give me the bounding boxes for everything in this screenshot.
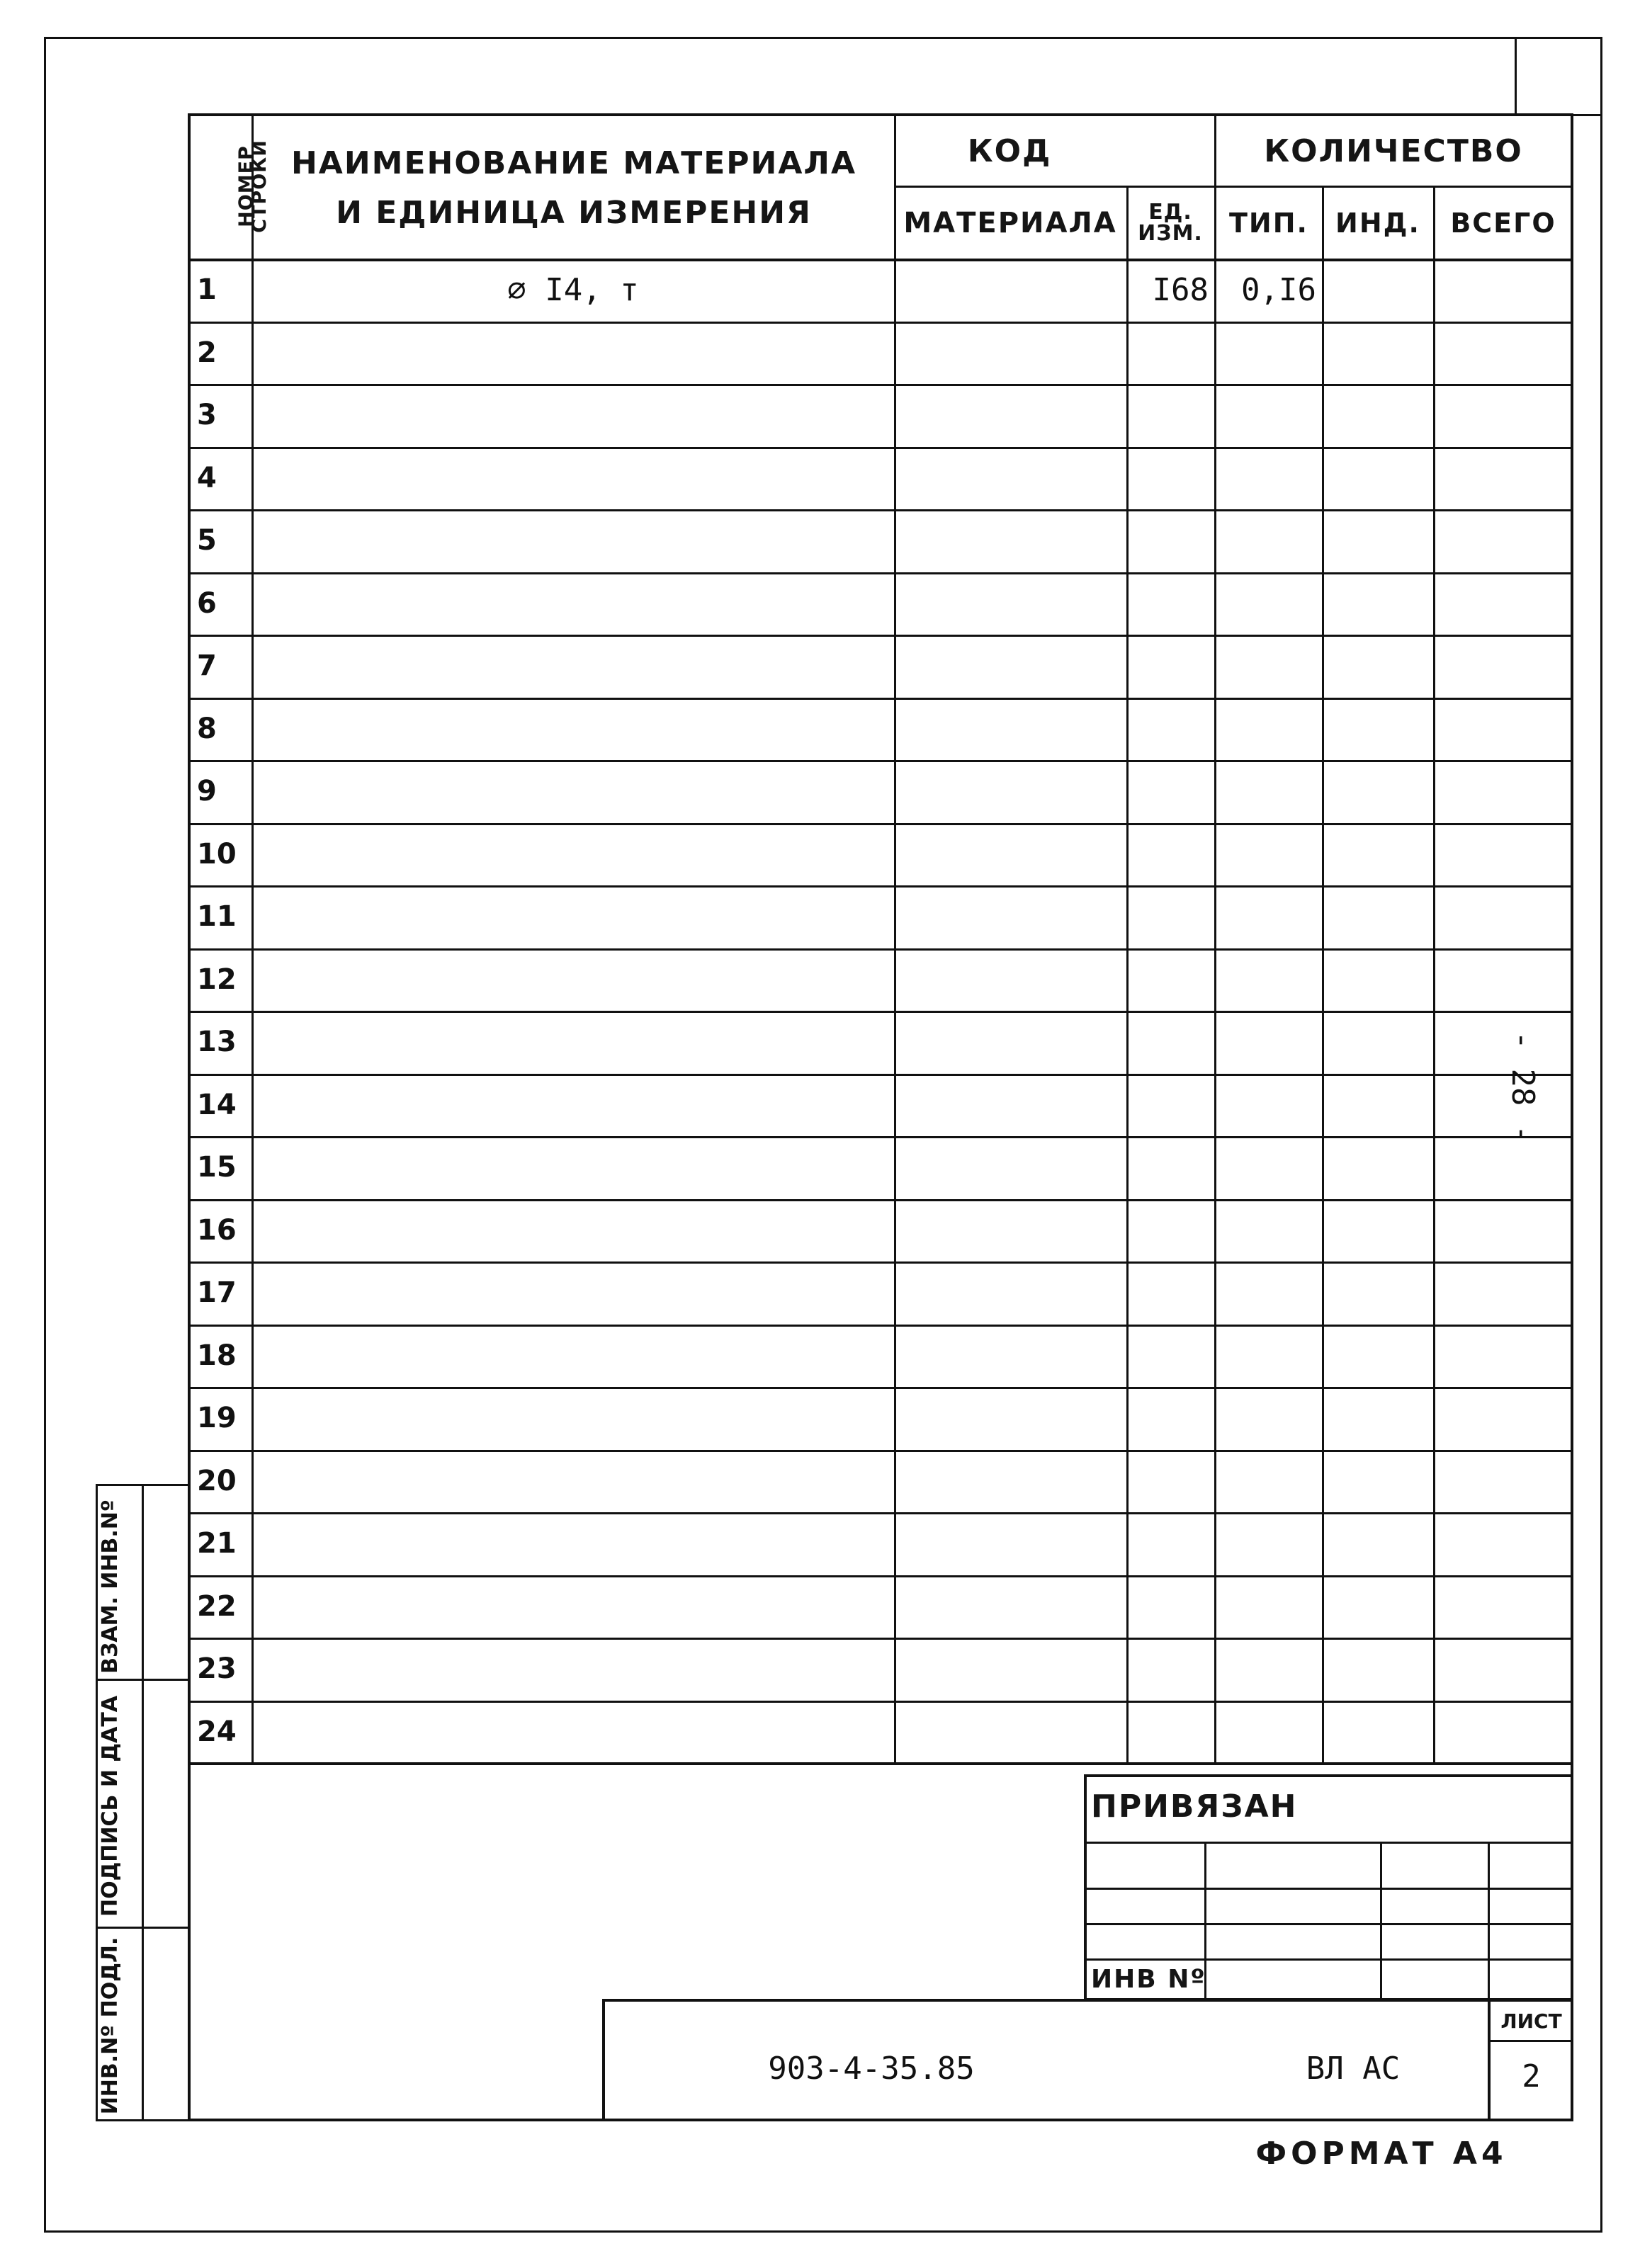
row-number-cell: 8	[197, 712, 217, 745]
row-qty-ind-cell	[1324, 1199, 1432, 1262]
row-number-cell: 10	[197, 837, 237, 871]
row-number-cell: 11	[197, 900, 237, 934]
row-qty-type-cell	[1216, 1701, 1321, 1764]
row-qty-total-cell	[1435, 259, 1572, 322]
row-qty-ind-cell	[1324, 447, 1432, 510]
row-name-cell	[254, 447, 893, 510]
row-number-cell: 14	[197, 1088, 237, 1121]
row-qty-total-cell	[1435, 322, 1572, 385]
row-qty-type-cell	[1216, 885, 1321, 948]
inv-podl-label: ИНВ.Nº ПОДЛ.	[98, 1937, 123, 2115]
row-unit-code-cell	[1129, 1512, 1213, 1575]
sheet-label: ЛИСТ	[1500, 2009, 1562, 2033]
row-unit-code-cell	[1129, 1387, 1213, 1450]
privyazan-label: ПРИВЯЗАН	[1091, 1788, 1298, 1825]
row-divider	[188, 1199, 1573, 1201]
row-divider	[188, 823, 1573, 825]
qty-ind-header: ИНД.	[1335, 208, 1420, 239]
row-divider	[188, 384, 1573, 386]
row-divider	[188, 698, 1573, 700]
row-qty-ind-cell	[1324, 760, 1432, 823]
row-qty-ind-cell	[1324, 1261, 1432, 1325]
header-sub-line	[894, 186, 1573, 188]
row-material-code-cell	[896, 322, 1125, 385]
side-page-number: - 28 -	[1505, 1031, 1541, 1144]
row-name-cell	[254, 698, 893, 761]
row-unit-code-cell	[1129, 509, 1213, 572]
row-number-cell: 4	[197, 461, 217, 494]
row-divider	[188, 1074, 1573, 1076]
row-qty-total-cell	[1435, 823, 1572, 886]
row-qty-total-cell	[1435, 1387, 1572, 1450]
row-qty-total-cell	[1435, 572, 1572, 635]
row-material-code-cell	[896, 698, 1125, 761]
row-unit-code-cell	[1129, 1199, 1213, 1262]
row-divider	[188, 509, 1573, 511]
row-qty-total-cell	[1435, 1638, 1572, 1701]
privyazan-line-1	[1084, 1842, 1573, 1844]
row-qty-ind-cell	[1324, 259, 1432, 322]
row-qty-total-cell	[1435, 1325, 1572, 1388]
row-qty-ind-cell	[1324, 1011, 1432, 1074]
row-qty-ind-cell	[1324, 322, 1432, 385]
format-label: ФОРМАТ А4	[1255, 2135, 1508, 2172]
row-number-cell: 17	[197, 1276, 237, 1310]
row-qty-total-cell	[1435, 635, 1572, 698]
sheet-label-line	[1488, 2040, 1573, 2042]
row-qty-total-cell	[1435, 698, 1572, 761]
row-qty-total-cell	[1435, 1261, 1572, 1325]
row-divider	[188, 1575, 1573, 1577]
row-qty-total-cell	[1435, 1701, 1572, 1764]
row-qty-type-cell: 0,I6	[1241, 271, 1316, 308]
inv-no-label: ИНВ Nº	[1091, 1964, 1206, 1994]
row-unit-code-cell	[1129, 885, 1213, 948]
sheet-number: 2	[1522, 2058, 1541, 2094]
row-name-cell	[254, 760, 893, 823]
row-material-code-cell	[896, 1701, 1125, 1764]
row-name-cell	[254, 1638, 893, 1701]
row-number-cell: 21	[197, 1527, 237, 1560]
row-qty-total-cell	[1435, 885, 1572, 948]
row-qty-type-cell	[1216, 322, 1321, 385]
quantity-header: КОЛИЧЕСТВО	[1264, 132, 1523, 169]
row-material-code-cell	[896, 1074, 1125, 1137]
row-unit-code-cell	[1129, 948, 1213, 1011]
row-divider	[188, 1136, 1573, 1138]
row-divider	[188, 1011, 1573, 1013]
podpis-data-label: ПОДПИСЬ И ДАТА	[98, 1695, 123, 1917]
row-material-code-cell	[896, 572, 1125, 635]
row-name-cell	[254, 322, 893, 385]
row-name-cell	[254, 1387, 893, 1450]
code-material-header: МАТЕРИАЛА	[903, 207, 1117, 239]
row-qty-ind-cell	[1324, 698, 1432, 761]
row-divider	[188, 635, 1573, 637]
row-material-code-cell	[896, 1325, 1125, 1388]
row-material-code-cell	[896, 1575, 1125, 1638]
row-qty-type-cell	[1216, 1074, 1321, 1137]
row-qty-type-cell	[1216, 823, 1321, 886]
row-material-code-cell	[896, 259, 1125, 322]
row-divider	[188, 322, 1573, 324]
row-name-cell	[254, 572, 893, 635]
row-qty-total-cell	[1435, 1136, 1572, 1199]
row-material-code-cell	[896, 384, 1125, 447]
row-qty-total-cell	[1435, 1512, 1572, 1575]
row-qty-type-cell	[1216, 760, 1321, 823]
row-divider	[188, 1701, 1573, 1703]
row-number-cell: 16	[197, 1213, 237, 1247]
row-unit-code-cell	[1129, 1575, 1213, 1638]
row-qty-ind-cell	[1324, 1136, 1432, 1199]
row-name-cell	[254, 1261, 893, 1325]
row-name-cell	[254, 1199, 893, 1262]
row-unit-code-cell	[1129, 1325, 1213, 1388]
privyazan-line-3	[1084, 1923, 1573, 1925]
row-name-cell	[254, 823, 893, 886]
row-number-cell: 19	[197, 1402, 237, 1435]
row-unit-code-cell	[1129, 1638, 1213, 1701]
row-divider	[188, 760, 1573, 762]
row-qty-type-cell	[1216, 1199, 1321, 1262]
row-unit-code-cell	[1129, 823, 1213, 886]
row-number-cell: 13	[197, 1026, 237, 1059]
row-name-cell	[254, 1575, 893, 1638]
row-qty-ind-cell	[1324, 572, 1432, 635]
row-divider	[188, 948, 1573, 951]
row-qty-ind-cell	[1324, 1638, 1432, 1701]
row-unit-code-cell	[1129, 1074, 1213, 1137]
row-unit-code-cell	[1129, 384, 1213, 447]
row-material-code-cell	[896, 1450, 1125, 1513]
row-qty-total-cell	[1435, 509, 1572, 572]
row-divider	[188, 1638, 1573, 1640]
corner-tab	[1515, 37, 1602, 116]
row-number-cell: 18	[197, 1339, 237, 1372]
row-material-code-cell	[896, 948, 1125, 1011]
row-qty-ind-cell	[1324, 1387, 1432, 1450]
row-qty-type-cell	[1216, 1261, 1321, 1325]
row-qty-type-cell	[1216, 698, 1321, 761]
row-name-cell	[254, 1325, 893, 1388]
row-number-cell: 22	[197, 1589, 237, 1623]
row-number-cell: 12	[197, 963, 237, 996]
row-material-code-cell	[896, 823, 1125, 886]
vzam-inv-label: ВЗАМ. ИНВ.Nº	[98, 1499, 123, 1674]
row-material-code-cell	[896, 635, 1125, 698]
row-qty-ind-cell	[1324, 635, 1432, 698]
row-unit-code-cell	[1129, 447, 1213, 510]
row-qty-total-cell	[1435, 1074, 1572, 1137]
row-qty-type-cell	[1216, 509, 1321, 572]
row-number-cell: 2	[197, 336, 217, 369]
row-number-cell: 20	[197, 1464, 237, 1497]
row-divider	[188, 1325, 1573, 1327]
row-divider	[188, 572, 1573, 574]
row-unit-code-cell	[1129, 322, 1213, 385]
row-unit-code-cell	[1129, 1261, 1213, 1325]
name-header-line2: И ЕДИНИЦА ИЗМЕРЕНИЯ	[336, 194, 812, 231]
row-qty-ind-cell	[1324, 384, 1432, 447]
row-qty-total-cell	[1435, 1575, 1572, 1638]
row-qty-ind-cell	[1324, 1512, 1432, 1575]
row-qty-ind-cell	[1324, 1701, 1432, 1764]
row-number-cell: 6	[197, 586, 217, 620]
row-name-cell	[254, 1701, 893, 1764]
row-divider	[188, 1387, 1573, 1389]
row-name-cell	[254, 885, 893, 948]
row-material-code-cell	[896, 885, 1125, 948]
row-number-cell: 1	[197, 273, 217, 307]
row-qty-ind-cell	[1324, 1325, 1432, 1388]
row-qty-type-cell	[1216, 1512, 1321, 1575]
row-qty-ind-cell	[1324, 509, 1432, 572]
row-qty-ind-cell	[1324, 823, 1432, 886]
row-qty-total-cell	[1435, 1199, 1572, 1262]
row-material-code-cell	[896, 1261, 1125, 1325]
row-qty-type-cell	[1216, 1638, 1321, 1701]
row-qty-type-cell	[1216, 1450, 1321, 1513]
name-header-line1: НАИМЕНОВАНИЕ МАТЕРИАЛА	[290, 144, 856, 181]
row-qty-ind-cell	[1324, 1575, 1432, 1638]
row-qty-type-cell	[1216, 384, 1321, 447]
row-unit-code-cell	[1129, 635, 1213, 698]
row-unit-code-cell	[1129, 1136, 1213, 1199]
row-qty-total-cell	[1435, 1011, 1572, 1074]
row-name-cell: ⌀ I4, т	[507, 271, 639, 308]
row-qty-total-cell	[1435, 447, 1572, 510]
row-qty-ind-cell	[1324, 885, 1432, 948]
row-unit-code-cell	[1129, 698, 1213, 761]
row-material-code-cell	[896, 1512, 1125, 1575]
row-name-cell	[254, 384, 893, 447]
row-unit-code-cell	[1129, 1450, 1213, 1513]
row-qty-ind-cell	[1324, 948, 1432, 1011]
row-qty-type-cell	[1216, 1011, 1321, 1074]
row-material-code-cell	[896, 447, 1125, 510]
row-name-cell	[254, 1450, 893, 1513]
row-material-code-cell	[896, 1136, 1125, 1199]
document-mark: ВЛ АС	[1306, 2050, 1401, 2087]
row-divider	[188, 1512, 1573, 1514]
row-qty-ind-cell	[1324, 1450, 1432, 1513]
row-qty-type-cell	[1216, 1575, 1321, 1638]
qty-total-header: ВСЕГО	[1450, 208, 1556, 239]
document-code: 903-4-35.85	[768, 2050, 975, 2087]
row-qty-total-cell	[1435, 384, 1572, 447]
qty-type-header: ТИП.	[1229, 208, 1308, 239]
row-name-cell	[254, 1136, 893, 1199]
privyazan-col-3	[1488, 1842, 1490, 2001]
row-qty-total-cell	[1435, 948, 1572, 1011]
left-stamp-divider	[142, 1484, 144, 2121]
row-unit-code-cell	[1129, 572, 1213, 635]
row-number-cell: 15	[197, 1151, 237, 1184]
row-name-cell	[254, 509, 893, 572]
row-number-cell: 3	[197, 399, 217, 432]
row-divider	[188, 1261, 1573, 1264]
row-material-code-cell	[896, 1011, 1125, 1074]
row-material-code-cell	[896, 1638, 1125, 1701]
row-material-code-cell	[896, 509, 1125, 572]
row-qty-type-cell	[1216, 1136, 1321, 1199]
row-number-cell: 23	[197, 1652, 237, 1686]
row-name-cell	[254, 635, 893, 698]
row-material-code-cell	[896, 760, 1125, 823]
row-divider	[188, 447, 1573, 449]
row-qty-type-cell	[1216, 572, 1321, 635]
privyazan-col-2	[1380, 1842, 1382, 2001]
row-number-cell: 9	[197, 775, 217, 808]
row-material-code-cell	[896, 1387, 1125, 1450]
row-unit-code-cell	[1129, 760, 1213, 823]
row-number-cell: 24	[197, 1715, 237, 1748]
row-qty-type-cell	[1216, 635, 1321, 698]
row-qty-ind-cell	[1324, 1074, 1432, 1137]
row-unit-code-cell	[1129, 1701, 1213, 1764]
row-unit-code-cell	[1129, 1011, 1213, 1074]
privyazan-line-2	[1084, 1888, 1573, 1890]
row-name-cell	[254, 1011, 893, 1074]
row-qty-type-cell	[1216, 948, 1321, 1011]
row-divider	[188, 885, 1573, 888]
row-number-cell: 5	[197, 524, 217, 557]
row-material-code-cell	[896, 1199, 1125, 1262]
row-unit-code-cell: I68	[1152, 271, 1209, 308]
row-qty-type-cell	[1216, 447, 1321, 510]
row-divider	[188, 1450, 1573, 1452]
code-header: КОД	[967, 132, 1052, 169]
row-qty-type-cell	[1216, 1387, 1321, 1450]
row-number-header: НОМЕР СТРОКИ	[235, 140, 271, 233]
row-qty-total-cell	[1435, 1450, 1572, 1513]
code-unit-header: ЕД. ИЗМ.	[1138, 200, 1203, 246]
row-qty-type-cell	[1216, 1325, 1321, 1388]
row-name-cell	[254, 948, 893, 1011]
row-qty-total-cell	[1435, 760, 1572, 823]
row-name-cell	[254, 1512, 893, 1575]
row-number-cell: 7	[197, 650, 217, 683]
row-name-cell	[254, 1074, 893, 1137]
